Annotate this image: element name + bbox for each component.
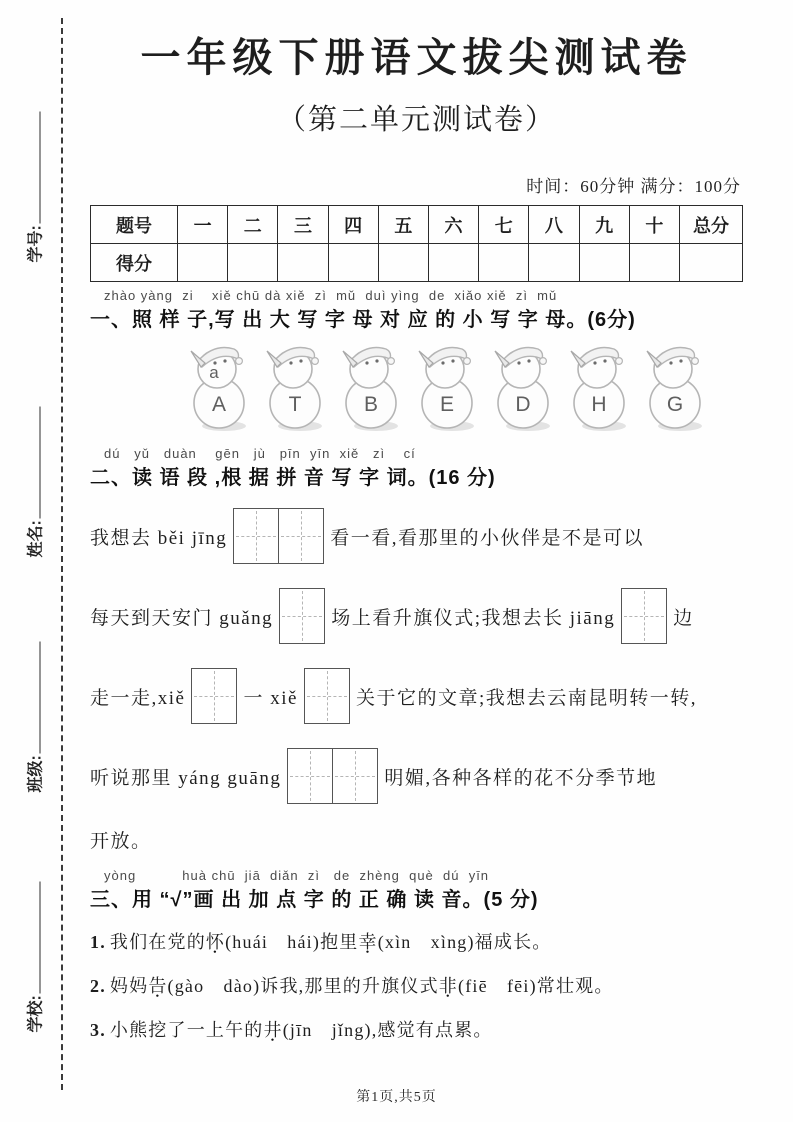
writing-box bbox=[279, 588, 325, 644]
score-table-header-cell: 四 bbox=[328, 206, 378, 244]
svg-text:E: E bbox=[439, 393, 455, 416]
pronunciation-item bbox=[90, 928, 743, 958]
score-table-header-cell: 一 bbox=[178, 206, 228, 244]
item-number: 3. bbox=[90, 1020, 106, 1040]
pronunciation-items bbox=[90, 928, 743, 1046]
dotted-character: 井 bbox=[263, 1020, 283, 1040]
section2-heading: 二、读 语 段 ,根 据 拼 音 写 字 词。(16 分) bbox=[90, 467, 496, 489]
passage-text: 明媚,各种各样的花不分季节地 bbox=[384, 767, 658, 789]
score-row-label: 得分 bbox=[91, 244, 178, 282]
student-id-blank bbox=[27, 111, 40, 223]
passage-text: 边 bbox=[673, 607, 694, 629]
passage-line bbox=[90, 656, 743, 736]
passage-text: 开放。 bbox=[90, 830, 152, 852]
score-empty-cell bbox=[629, 244, 679, 282]
score-table-header-cell: 七 bbox=[479, 206, 529, 244]
passage-text: 听说那里 yáng guāng bbox=[90, 767, 282, 789]
item-number: 2. bbox=[90, 976, 106, 996]
student-name-field bbox=[24, 383, 44, 558]
score-empty-cell bbox=[529, 244, 579, 282]
item-text: 妈妈 bbox=[109, 976, 149, 996]
svg-text:G: G bbox=[666, 393, 684, 416]
score-table-score-row bbox=[91, 244, 743, 282]
writing-box bbox=[287, 748, 378, 804]
writing-box bbox=[304, 668, 350, 724]
writing-cell bbox=[280, 589, 324, 643]
section3-heading: 三、用 “√”画 出 加 点 字 的 正 确 读 音。(5 分) bbox=[90, 889, 539, 911]
score-table-header-row bbox=[91, 206, 743, 244]
passage-line bbox=[90, 496, 743, 576]
writing-cell bbox=[192, 669, 236, 723]
score-table-header-cell: 五 bbox=[378, 206, 428, 244]
section3-pinyin: yòng huà chū jiā diǎn zì de zhèng què dú yīn bbox=[104, 868, 490, 883]
pronunciation-item bbox=[90, 1016, 743, 1046]
school-label: 学校: bbox=[27, 995, 44, 1033]
item-text: 小熊挖了一上午的 bbox=[109, 1020, 264, 1040]
dotted-character: 幸 bbox=[358, 932, 378, 952]
passage-line bbox=[90, 816, 743, 862]
section1-pinyin: zhào yàng zi xiě chū dà xiě zì mǔ duì yìng de xiǎo xiě zì mǔ bbox=[104, 288, 558, 303]
passage-text: 我想去 běi jīng bbox=[90, 527, 228, 549]
score-table-header-cell: 总分 bbox=[680, 206, 743, 244]
pinyin-writing-passage bbox=[90, 496, 743, 862]
score-table-header-cell: 九 bbox=[579, 206, 629, 244]
snowman bbox=[644, 340, 708, 434]
student-id-field bbox=[24, 88, 44, 263]
score-table-header-cell: 八 bbox=[529, 206, 579, 244]
score-table-header-cell: 六 bbox=[428, 206, 478, 244]
svg-text:H: H bbox=[591, 393, 607, 416]
school-field bbox=[24, 858, 44, 1033]
score-empty-cell bbox=[328, 244, 378, 282]
svg-text:a: a bbox=[209, 363, 219, 382]
writing-box bbox=[621, 588, 667, 644]
paper-subtitle: （第二单元测试卷） bbox=[276, 104, 556, 136]
score-table-header-cell: 十 bbox=[629, 206, 679, 244]
item-text: 我们在党的 bbox=[109, 932, 206, 952]
score-empty-cell bbox=[579, 244, 629, 282]
item-text: (xìn xìng)福成长。 bbox=[377, 932, 552, 952]
paper-content bbox=[90, 0, 743, 1060]
snowman bbox=[340, 340, 404, 434]
score-table-header-cell: 三 bbox=[278, 206, 328, 244]
section2-pinyin: dú yǔ duàn gēn jù pīn yīn xiě zì cí bbox=[104, 446, 416, 461]
passage-line bbox=[90, 576, 743, 656]
student-name-label: 姓名: bbox=[27, 520, 44, 558]
svg-text:T: T bbox=[288, 393, 302, 416]
passage-text: 关于它的文章;我想去云南昆明转一转, bbox=[355, 687, 697, 709]
item-number: 1. bbox=[90, 932, 106, 952]
passage-text: 走一走,xiě bbox=[90, 687, 186, 709]
pronunciation-item bbox=[90, 972, 743, 1002]
score-table-corner-cell: 题号 bbox=[91, 206, 178, 244]
score-empty-cell bbox=[680, 244, 743, 282]
snowman bbox=[188, 340, 252, 434]
score-empty-cell bbox=[278, 244, 328, 282]
score-empty-cell bbox=[178, 244, 228, 282]
score-table bbox=[90, 205, 743, 282]
time-score-info: 时间：60分钟 满分：100分 bbox=[526, 177, 741, 196]
writing-cell bbox=[622, 589, 666, 643]
writing-cell bbox=[234, 509, 278, 563]
snowman bbox=[416, 340, 480, 434]
item-text: (huái hái)抱里 bbox=[225, 932, 359, 952]
writing-cell bbox=[278, 509, 323, 563]
dotted-character: 非 bbox=[438, 976, 458, 996]
writing-cell bbox=[305, 669, 349, 723]
svg-text:B: B bbox=[363, 393, 379, 416]
student-name-blank bbox=[27, 406, 40, 518]
seal-dashed-line bbox=[61, 18, 63, 1090]
item-text: (gào dào)诉我,那里的升旗仪式 bbox=[167, 976, 439, 996]
score-empty-cell bbox=[428, 244, 478, 282]
snowman bbox=[264, 340, 328, 434]
snowman bbox=[568, 340, 632, 434]
item-text: (fiē fēi)常壮观。 bbox=[458, 976, 614, 996]
class-field bbox=[24, 618, 44, 793]
passage-text: 看一看,看那里的小伙伴是不是可以 bbox=[330, 527, 645, 549]
score-empty-cell bbox=[228, 244, 278, 282]
writing-box bbox=[233, 508, 324, 564]
passage-line bbox=[90, 736, 743, 816]
snowmen-exercise bbox=[188, 340, 743, 434]
paper-title: 一年级下册语文拔尖测试卷 bbox=[140, 35, 693, 80]
writing-box bbox=[191, 668, 237, 724]
page-number-footer: 第1页,共5页 bbox=[356, 1090, 437, 1105]
passage-text: 场上看升旗仪式;我想去长 jiāng bbox=[331, 607, 616, 629]
snowman bbox=[492, 340, 556, 434]
passage-text: 每天到天安门 guǎng bbox=[90, 607, 274, 629]
dotted-character: 告 bbox=[148, 976, 168, 996]
section1-heading: 一、照 样 子,写 出 大 写 字 母 对 应 的 小 写 字 母。(6分) bbox=[90, 309, 636, 331]
score-empty-cell bbox=[378, 244, 428, 282]
school-blank bbox=[27, 881, 40, 993]
passage-text: 一 xiě bbox=[243, 687, 298, 709]
writing-cell bbox=[332, 749, 377, 803]
student-id-label: 学号: bbox=[27, 225, 44, 263]
svg-text:A: A bbox=[211, 393, 227, 416]
svg-text:D: D bbox=[515, 393, 531, 416]
score-table-header-cell: 二 bbox=[228, 206, 278, 244]
writing-cell bbox=[288, 749, 332, 803]
dotted-character: 怀 bbox=[205, 932, 226, 952]
class-blank bbox=[27, 641, 40, 753]
class-label: 班级: bbox=[27, 755, 44, 793]
score-empty-cell bbox=[479, 244, 529, 282]
item-text: (jīn jǐng),感觉有点累。 bbox=[282, 1020, 493, 1040]
